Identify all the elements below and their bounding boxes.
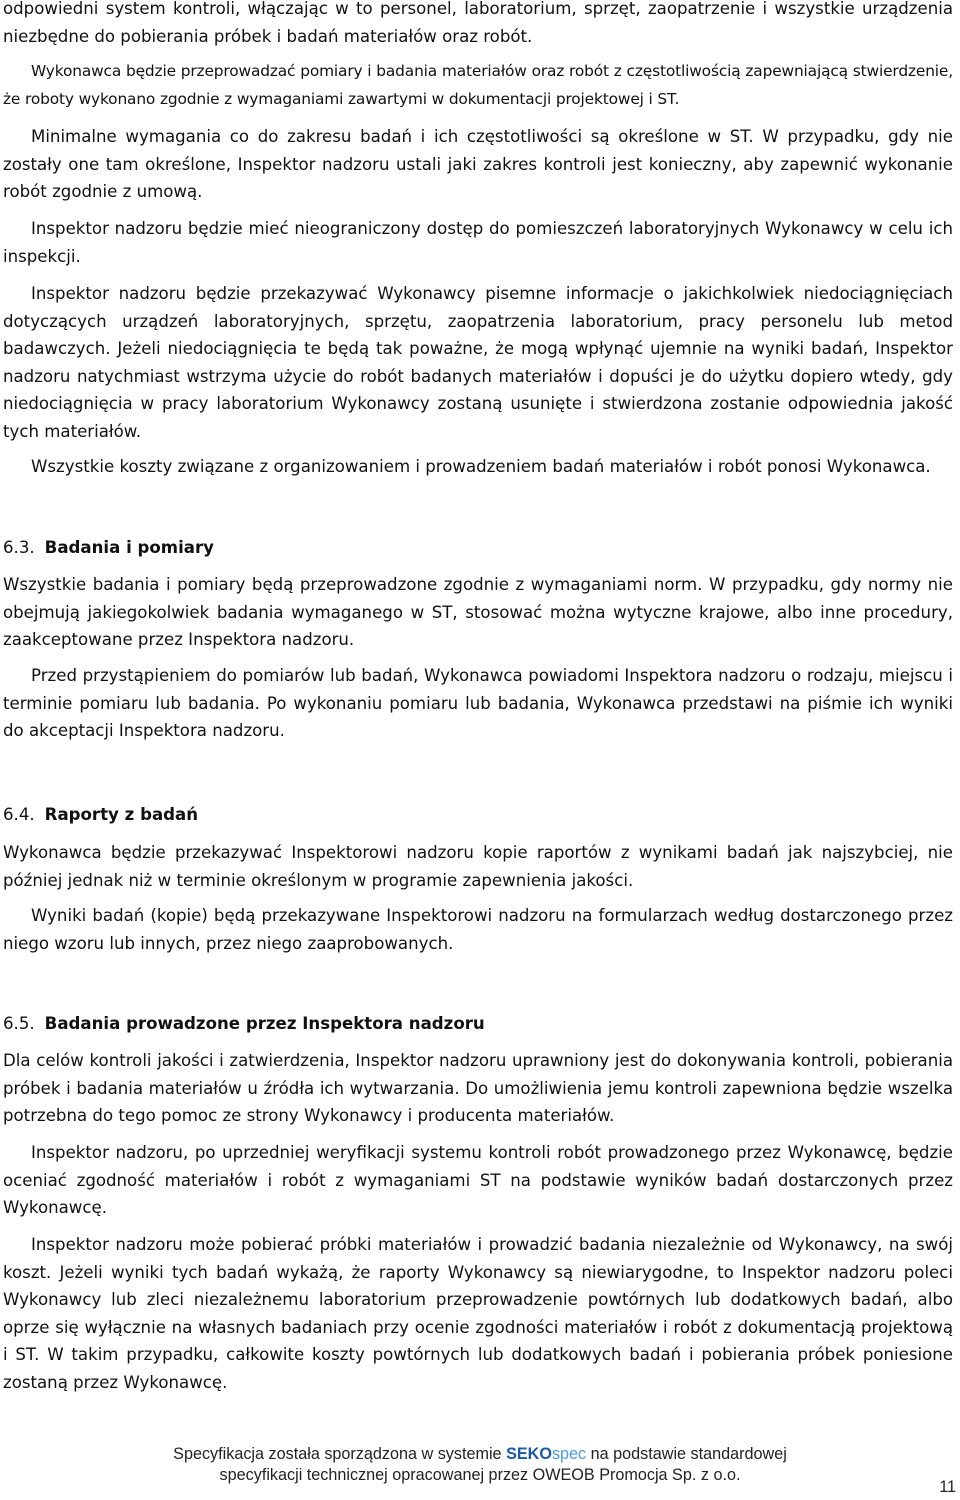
- paragraph-text: Inspektor nadzoru będzie przekazywać Wykonawcy pisemne informacje o jakichkolwiek niedociągnięciach dotyczących urządzeń laboratoryjnych, sprzętu, zaopatrzenia laboratorium, pracy personelu lub metod badawczych. Jeżeli niedociągnięcia te będą tak poważne, że mogą wpłynąć ujemnie na wyniki badań, Inspektor nadzoru natychmiast wstrzyma użycie do robót badanych materiałów i dopuści je do użytku dopiero wtedy, gdy niedociągnięcia w pracy laboratorium Wykonawcy zostaną usunięte i stwierdzona zostanie odpowiednia jakość tych materiałów.: [3, 284, 953, 441]
- section-number: 6.3.: [3, 538, 35, 557]
- paragraph-6-5-quality-control: [3, 1047, 953, 1130]
- paragraph-text: Inspektor nadzoru może pobierać próbki materiałów i prowadzić badania niezależnie od Wykonawcy, na swój koszt. Jeżeli wyniki tych badań wykażą, że raporty Wykonawcy są niewiarygodne, to Inspektor nadzoru poleci Wykonawcy lub zleci niezależnemu laboratorium przeprowadzenie powtórnych lub dodatkowych badań, albo oprze się wyłącznie na własnych badaniach przy ocenie zgodności materiałów i robót z dokumentacją projektową i ST. W takim przypadku, całkowite koszty powtórnych lub dodatkowych badań i pobierania próbek poniesione zostaną przez Wykonawcę.: [3, 1235, 953, 1392]
- section-title: Badania i pomiary: [44, 538, 214, 557]
- paragraph-6-5-verification: [3, 1139, 953, 1222]
- page-footer: [0, 1444, 960, 1486]
- paragraph-text: Inspektor nadzoru, po uprzedniej weryfikacji systemu kontroli robót prowadzonego przez Wykonawcę, będzie oceniać zgodność materiałów i robót z wymaganiami ST na podstawie wyników badań dostarczonych przez Wykonawcę.: [3, 1143, 953, 1217]
- section-heading-6-3: [3, 534, 214, 562]
- paragraph-text: Wykonawca będzie przekazywać Inspektorowi nadzoru kopie raportów z wynikami badań jak najszybciej, nie później jednak niż w terminie określonym w programie zapewnienia jakości.: [3, 843, 953, 890]
- section-title: Badania prowadzone przez Inspektora nadzoru: [44, 1014, 485, 1033]
- section-number: 6.5.: [3, 1014, 35, 1033]
- paragraph-6-3-norms: [3, 571, 953, 654]
- logo-part-spec: spec: [551, 1445, 587, 1463]
- logo-part-seko: SEKO: [506, 1445, 552, 1463]
- paragraph-text: Wykonawca będzie przeprowadzać pomiary i badania materiałów oraz robót z częstotliwością zapewniającą stwierdzenie, że roboty wykonano zgodnie z wymaganiami zawartymi w dokumentacji projektowej i ST.: [3, 62, 953, 108]
- paragraph-6-4-reports: [3, 839, 953, 894]
- paragraph-costs: [3, 453, 953, 481]
- paragraph-text: Wszystkie koszty związane z organizowaniem i prowadzeniem badań materiałów i robót ponosi Wykonawca.: [31, 457, 931, 476]
- paragraph-minimum-requirements: [3, 123, 953, 206]
- paragraph-text: Dla celów kontroli jakości i zatwierdzenia, Inspektor nadzoru uprawniony jest do dokonywania kontroli, pobierania próbek i badania materiałów u źródła ich wytwarzania. Do umożliwienia jemu kontroli zapewniona będzie wszelka potrzebna do tego pomoc ze strony Wykonawcy i producenta materiałów.: [3, 1051, 953, 1125]
- paragraph-continuation: [3, 0, 953, 50]
- paragraph-text: Przed przystąpieniem do pomiarów lub badań, Wykonawca powiadomi Inspektora nadzoru o rodzaju, miejscu i terminie pomiaru lub badania. Po wykonaniu pomiaru lub badania, Wykonawca przedstawi na piśmie ich wyniki do akceptacji Inspektora nadzoru.: [3, 666, 953, 740]
- paragraph-measurements: [3, 58, 953, 113]
- sekospec-logo: [506, 1445, 586, 1463]
- paragraph-text: odpowiedni system kontroli, włączając w to personel, laboratorium, sprzęt, zaopatrzenie i wszystkie urządzenia niezbędne do pobierania próbek i badań materiałów oraz robót.: [3, 0, 953, 46]
- paragraph-6-4-forms: [3, 902, 953, 957]
- page-number: 11: [939, 1478, 956, 1496]
- paragraph-lab-access: [3, 215, 953, 270]
- paragraph-text: Inspektor nadzoru będzie mieć nieograniczony dostęp do pomieszczeń laboratoryjnych Wykonawcy w celu ich inspekcji.: [3, 219, 953, 266]
- paragraph-text: Wyniki badań (kopie) będą przekazywane Inspektorowi nadzoru na formularzach według dostarczonego przez niego wzoru lub innych, przez niego zaaprobowanych.: [3, 906, 953, 953]
- footer-line-1: [0, 1444, 960, 1465]
- section-title: Raporty z badań: [44, 805, 199, 824]
- section-heading-6-5: [3, 1010, 485, 1038]
- paragraph-text: Wszystkie badania i pomiary będą przeprowadzone zgodnie z wymaganiami norm. W przypadku, gdy normy nie obejmują jakiegokolwiek badania wymaganego w ST, stosować można wytyczne krajowe, albo inne procedury, zaakceptowane przez Inspektora nadzoru.: [3, 575, 953, 649]
- paragraph-6-3-notification: [3, 662, 953, 745]
- paragraph-6-5-independent-tests: [3, 1231, 953, 1396]
- footer-line-2: specyfikacji technicznej opracowanej przez OWEOB Promocja Sp. z o.o.: [219, 1466, 741, 1484]
- section-heading-6-4: [3, 801, 198, 829]
- footer-text: na podstawie standardowej: [590, 1445, 787, 1463]
- footer-text: Specyfikacja została sporządzona w systemie: [173, 1445, 502, 1463]
- paragraph-text: Minimalne wymagania co do zakresu badań i ich częstotliwości są określone w ST. W przypadku, gdy nie zostały one tam określone, Inspektor nadzoru ustali jaki zakres kontroli jest konieczny, aby zapewnić wykonanie robót zgodnie z umową.: [3, 127, 953, 201]
- section-number: 6.4.: [3, 805, 35, 824]
- paragraph-deficiencies: [3, 280, 953, 445]
